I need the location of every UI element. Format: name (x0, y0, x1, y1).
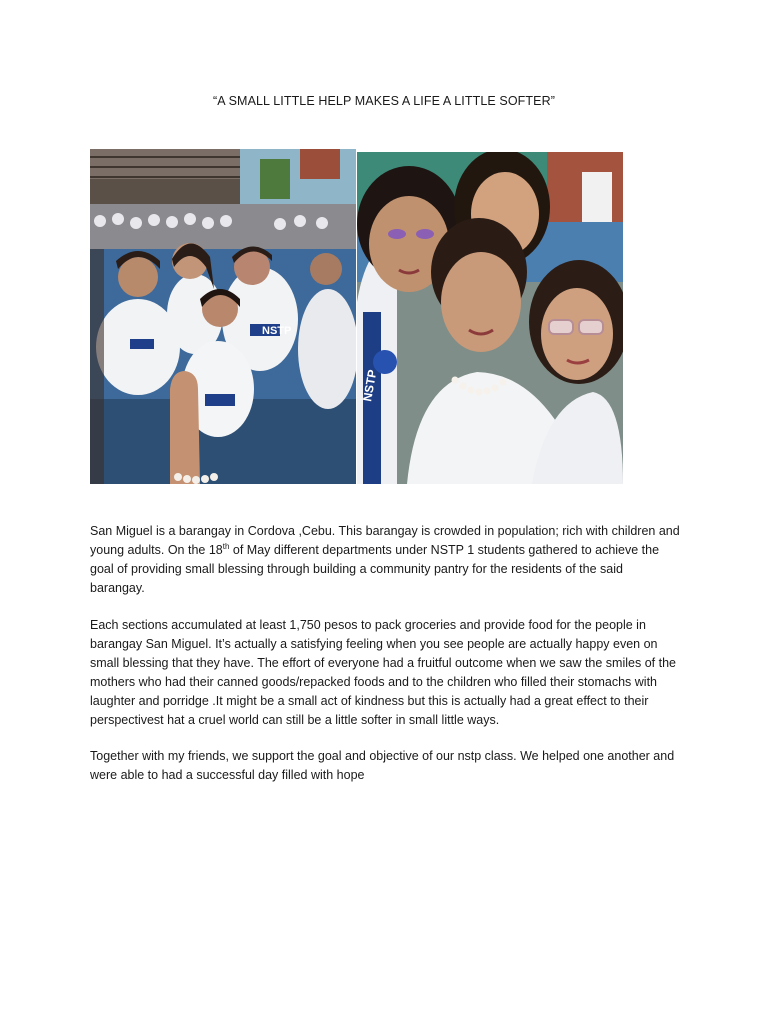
left-shirt-print: NSTP (262, 325, 292, 337)
paragraph-intro-part1: San Miguel is a barangay in Cordova ,Cebu. This barangay is crowded in population; rich with children and young adults. On the 18 (90, 524, 680, 557)
ordinal-suffix: th (222, 541, 230, 551)
group-photo-left (90, 149, 356, 484)
paragraph-activity: Each sections accumulated at least 1,750 pesos to pack groceries and provide food for the people in barangay San Miguel. It’s actually a satisfying feeling when you see people are actually happy even on small blessing that they have. The effort of everyone had a fruitful outcome when we saw the smiles of the mothers who had their canned goods/repacked foods and to the children who filled their stomachs with laughter and porridge .It might be a small act of kindness but this is actually had a great effect to their perspectivest hat a cruel world can still be a little softer in small little ways. (90, 618, 676, 727)
paragraph-intro-part2: of May different departments under NSTP 1 students gathered to achieve the goal of providing small blessing through building a community pantry for the residents of the said barangay. (90, 543, 660, 595)
paragraph-conclusion: Together with my friends, we support the goal and objective of our nstp class. We helped one another and were able to had a successful day filled with hope (90, 749, 675, 782)
page-title: “A SMALL LITTLE HELP MAKES A LIFE A LITTLE SOFTER” (213, 94, 555, 108)
group-photo-right-image (357, 152, 623, 484)
group-photo-left-image (90, 149, 356, 484)
group-photo-right (357, 152, 623, 484)
right-shirt-print: NSTP (360, 368, 380, 403)
paragraph-intro (90, 522, 680, 598)
